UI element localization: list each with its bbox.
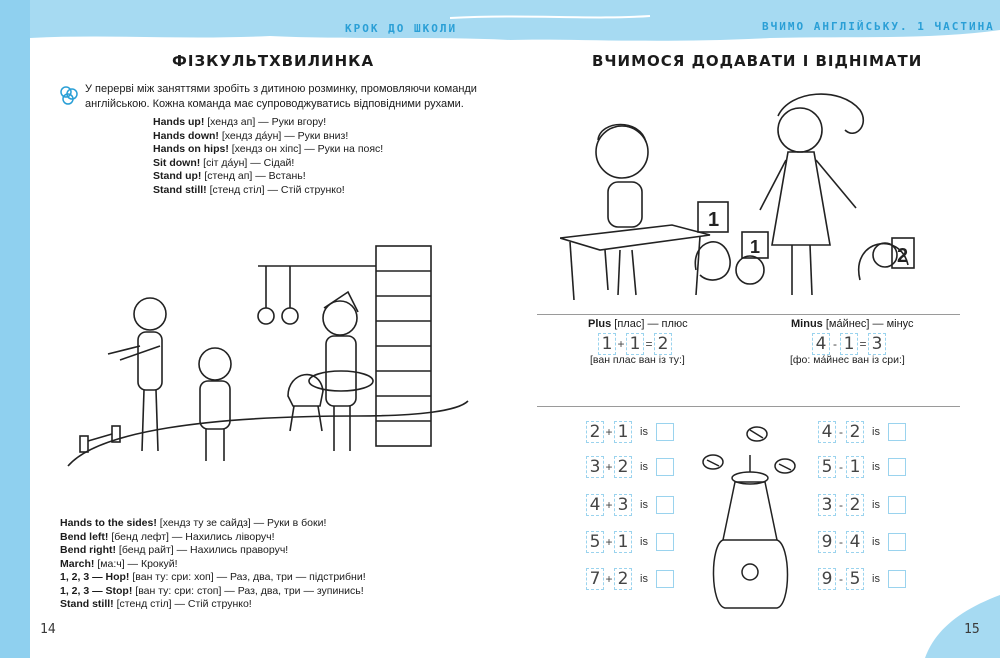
plus-sign: + (617, 337, 625, 351)
operator: - (839, 498, 843, 512)
right-page-title: ВЧИМОСЯ ДОДАВАТИ І ВІДНІМАТИ (592, 52, 923, 70)
operand: 9 (818, 531, 836, 553)
is-word: is (872, 461, 880, 473)
command-line: 1, 2, 3 — Stop! [ван ту: сри: стоп] — Раз, два, три — зупинись! (60, 584, 364, 597)
left-page-title: ФІЗКУЛЬТХВИЛИНКА (172, 52, 375, 70)
operator: - (839, 460, 843, 474)
is-word: is (872, 536, 880, 548)
page-number-left: 14 (40, 622, 56, 637)
answer-box[interactable] (888, 458, 906, 476)
is-word: is (872, 499, 880, 511)
operator: + (605, 460, 613, 474)
operand: 5 (586, 531, 604, 553)
equals-sign: = (859, 337, 867, 351)
card-number: 1 (750, 237, 761, 257)
intro-text: У перерві між заняттями зробіть з дитиною розминку, промовляючи команди англійською. Кожна команда має супроводжуватись відповідними рухами. (85, 83, 477, 110)
divider-top (537, 314, 960, 315)
card-number: 2 (897, 245, 909, 267)
minus-label: Minus [ма́йнес] — мінус (791, 318, 914, 330)
operand: 7 (586, 568, 604, 590)
command-line: Hands down! [хендз да́ун] — Руки вниз! (153, 129, 349, 142)
operand: 2 (586, 421, 604, 443)
answer-box[interactable] (888, 496, 906, 514)
command-line: Stand still! [стенд стіл] — Стій струнко! (60, 598, 252, 610)
operator: + (605, 425, 613, 439)
operand: 2 (614, 568, 632, 590)
command-line: Sit down! [сіт да́ун] — Сідай! (153, 156, 295, 169)
operand: 3 (818, 494, 836, 516)
page-number-right: 15 (964, 622, 980, 637)
answer-box[interactable] (888, 570, 906, 588)
is-word: is (872, 573, 880, 585)
divider-bottom (537, 406, 960, 407)
beehive-illustration (695, 420, 805, 610)
command-line: Stand still! [стенд стіл] — Стій струнко! (153, 183, 345, 196)
exercise-row (586, 531, 674, 553)
result: 3 (868, 333, 886, 355)
brain-icon (58, 84, 80, 108)
answer-box[interactable] (656, 458, 674, 476)
equals-sign: = (645, 337, 653, 351)
answer-box[interactable] (656, 423, 674, 441)
operand: 1 (626, 333, 644, 355)
operator: - (839, 572, 843, 586)
left-margin-bar (0, 0, 30, 658)
result: 2 (654, 333, 672, 355)
is-word: is (640, 573, 648, 585)
operator: + (605, 535, 613, 549)
plus-transcription: [ван плас ван із ту:] (590, 354, 685, 366)
operator: + (605, 498, 613, 512)
exercise-row (586, 568, 674, 590)
exercise-row (818, 568, 906, 590)
answer-box[interactable] (888, 423, 906, 441)
operand: 4 (812, 333, 830, 355)
operator: - (839, 535, 843, 549)
command-line: Hands to the sides! [хендз ту зе сайдз] — Руки в боки! (60, 517, 327, 529)
header-right-label: ВЧИМО АНГЛІЙСЬКУ. 1 ЧАСТИНА (762, 20, 995, 33)
operand: 1 (598, 333, 616, 355)
classroom-illustration (560, 90, 950, 305)
operand: 5 (818, 456, 836, 478)
operand: 2 (846, 494, 864, 516)
is-word: is (640, 536, 648, 548)
is-word: is (640, 426, 648, 438)
operand: 1 (846, 456, 864, 478)
operator: + (605, 572, 613, 586)
operand: 4 (818, 421, 836, 443)
answer-box[interactable] (656, 570, 674, 588)
command-line: 1, 2, 3 — Hop! [ван ту: сри: хоп] — Раз, два, три — підстрибни! (60, 571, 366, 583)
operand: 1 (840, 333, 858, 355)
is-word: is (872, 426, 880, 438)
minus-sign: - (833, 337, 837, 351)
operand: 5 (846, 568, 864, 590)
answer-box[interactable] (656, 496, 674, 514)
is-word: is (640, 461, 648, 473)
command-line: Hands on hips! [хендз он хіпс] — Руки на пояс! (153, 143, 384, 155)
operand: 4 (586, 494, 604, 516)
operand: 4 (846, 531, 864, 553)
plus-example (598, 333, 672, 355)
command-line: March! [ма:ч] — Крокуй! (60, 557, 178, 570)
operand: 2 (846, 421, 864, 443)
minus-example (812, 333, 886, 355)
exercise-row (586, 494, 674, 516)
exercise-row (586, 421, 674, 443)
answer-box[interactable] (656, 533, 674, 551)
command-line: Stand up! [стенд ап] — Встань! (153, 170, 306, 182)
exercise-row (586, 456, 674, 478)
exercise-row (818, 494, 906, 516)
operand: 2 (614, 456, 632, 478)
plus-label: Plus [плас] — плюс (588, 318, 688, 330)
operand: 3 (586, 456, 604, 478)
exercise-row (818, 531, 906, 553)
card-number: 1 (708, 209, 720, 231)
commands-bottom-list (60, 517, 366, 612)
corner-swoosh (920, 590, 1000, 658)
command-line: Hands up! [хендз ап] — Руки вгору! (153, 116, 327, 128)
minus-transcription: [фо: ма́йнес ван із сри:] (790, 354, 905, 366)
operator: - (839, 425, 843, 439)
operand: 9 (818, 568, 836, 590)
operand: 3 (614, 494, 632, 516)
operand: 1 (614, 421, 632, 443)
gym-illustration (58, 236, 478, 476)
commands-top-list (153, 116, 383, 197)
answer-box[interactable] (888, 533, 906, 551)
exercise-row (818, 421, 906, 443)
is-word: is (640, 499, 648, 511)
header-left-label: КРОК ДО ШКОЛИ (345, 22, 458, 35)
exercise-row (818, 456, 906, 478)
operand: 1 (614, 531, 632, 553)
command-line: Bend left! [бенд лефт] — Нахились ліворуч! (60, 530, 275, 543)
command-line: Bend right! [бенд райт] — Нахились праворуч! (60, 544, 289, 556)
